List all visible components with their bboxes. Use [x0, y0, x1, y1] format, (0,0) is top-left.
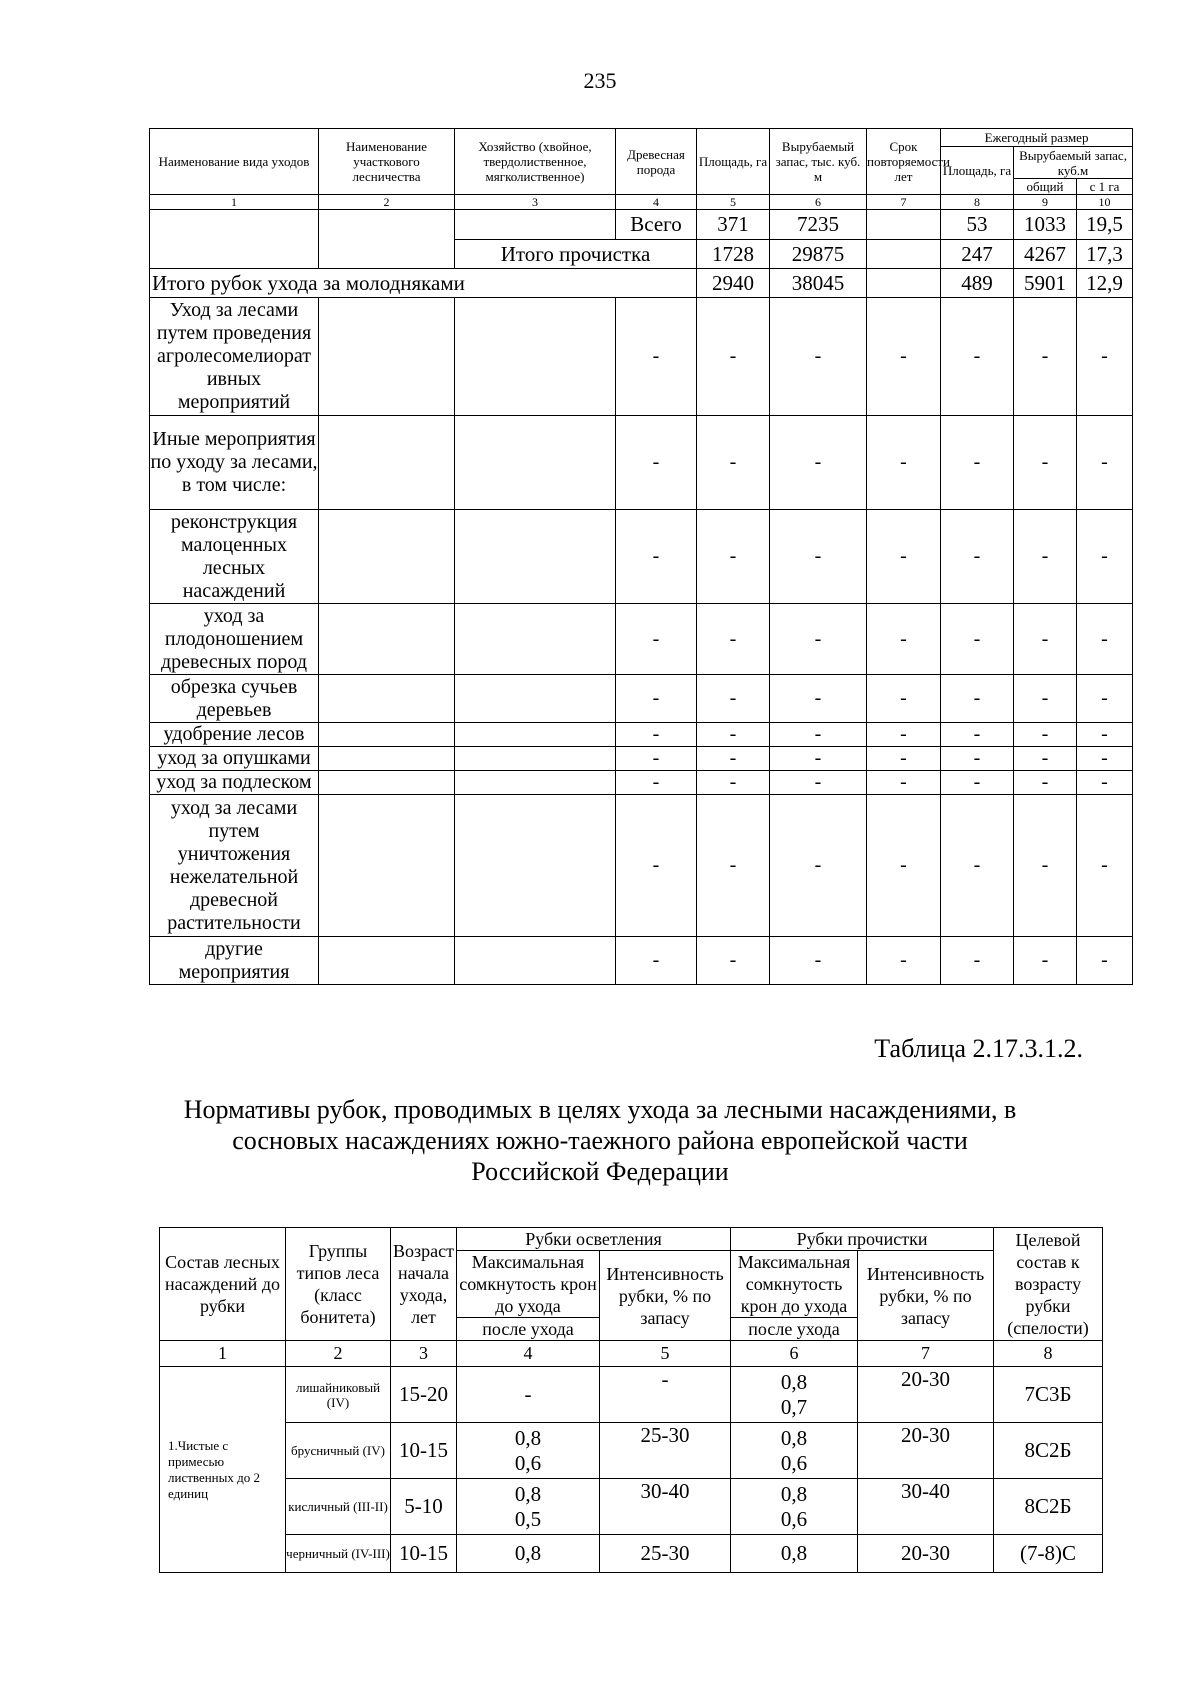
- forest-type: лишайниковый (IV): [286, 1367, 391, 1423]
- prochist-closure: [731, 1479, 858, 1535]
- empty-cell: [150, 210, 319, 269]
- header-cut-stock: Вырубаемый запас, куб.м: [1014, 147, 1133, 179]
- dash-cell: -: [941, 937, 1014, 985]
- osvetl-intensity: 25-30: [600, 1535, 731, 1573]
- dash-cell: -: [1014, 771, 1077, 795]
- dash-cell: -: [616, 795, 697, 937]
- dash-cell: -: [770, 723, 867, 747]
- activity-name: уход за плодоношением древесных пород: [150, 604, 319, 675]
- empty-cell: [455, 510, 616, 604]
- activity-name: уход за лесами путем уничтожения нежелательной древесной растительности: [150, 795, 319, 937]
- vsego-label: Всего: [616, 210, 697, 240]
- dash-cell: -: [941, 298, 1014, 416]
- dash-cell: -: [867, 675, 941, 723]
- dash-cell: -: [770, 510, 867, 604]
- dash-cell: -: [1014, 747, 1077, 771]
- osvetl-intensity: 25-30: [600, 1423, 731, 1479]
- col-number: 2: [319, 195, 455, 210]
- header-stock: Вырубаемый запас, тыс. куб. м: [770, 129, 867, 195]
- closure-after: 0,7: [780, 1394, 808, 1419]
- header-total: общий: [1014, 179, 1077, 195]
- vsego-annual-area: 53: [941, 210, 1014, 240]
- dash-cell: -: [616, 723, 697, 747]
- target-composition: (7-8)С: [994, 1535, 1103, 1573]
- closure-before: -: [524, 1382, 532, 1406]
- closure-before: 0,8: [780, 1425, 808, 1450]
- header-intensity: Интенсивность рубки, % по запасу: [858, 1251, 994, 1341]
- forest-type: брусничный (IV): [286, 1423, 391, 1479]
- start-age: 5-10: [391, 1479, 457, 1535]
- vsego-total: 1033: [1014, 210, 1077, 240]
- osvetl-intensity: -: [600, 1367, 731, 1423]
- header-economy: Хозяйство (хвойное, твердолиственное, мягколиственное): [455, 129, 616, 195]
- dash-cell: -: [1014, 795, 1077, 937]
- dash-cell: -: [770, 298, 867, 416]
- activity-name: уход за подлеском: [150, 771, 319, 795]
- activity-name: уход за опушками: [150, 747, 319, 771]
- itogo-molodnyaki-stock: 38045: [770, 269, 867, 298]
- header-forest-type: Группы типов леса (класс бонитета): [286, 1228, 391, 1341]
- dash-cell: -: [1077, 298, 1133, 416]
- dash-cell: -: [616, 298, 697, 416]
- dash-cell: -: [1014, 675, 1077, 723]
- dash-cell: -: [770, 937, 867, 985]
- logging-norms-table: [159, 1227, 1103, 1573]
- header-max-closure: Максимальная сомкнутость крон до ухода: [731, 1251, 858, 1318]
- dash-cell: -: [1077, 747, 1133, 771]
- col-number: 5: [697, 195, 770, 210]
- col-number: 5: [600, 1341, 731, 1367]
- col-number: 8: [994, 1341, 1103, 1367]
- dash-cell: -: [770, 771, 867, 795]
- empty-cell: [455, 604, 616, 675]
- closure-after: 0,6: [780, 1506, 808, 1531]
- dash-cell: -: [1014, 937, 1077, 985]
- dash-cell: -: [867, 795, 941, 937]
- itogo-molodnyaki-label: Итого рубок ухода за молодняками: [150, 269, 697, 298]
- col-number: 6: [770, 195, 867, 210]
- osvetl-closure: [457, 1423, 600, 1479]
- header-after-care: после ухода: [731, 1318, 858, 1341]
- dash-cell: -: [697, 771, 770, 795]
- dash-cell: -: [941, 771, 1014, 795]
- header-intensity: Интенсивность рубки, % по запасу: [600, 1251, 731, 1341]
- table-caption: Таблица 2.17.3.1.2.: [874, 1034, 1083, 1063]
- header-max-closure: Максимальная сомкнутость крон до ухода: [457, 1251, 600, 1318]
- empty-cell: [319, 771, 455, 795]
- osvetl-intensity: 30-40: [600, 1479, 731, 1535]
- dash-cell: -: [770, 795, 867, 937]
- itogo-molodnyaki-total: 5901: [1014, 269, 1077, 298]
- empty-cell: [455, 937, 616, 985]
- dash-cell: -: [867, 723, 941, 747]
- dash-cell: -: [697, 675, 770, 723]
- closure-before: 0,8: [780, 1369, 808, 1394]
- empty-cell: [455, 298, 616, 416]
- itogo-prochistka-label: Итого прочистка: [455, 240, 697, 269]
- dash-cell: -: [697, 937, 770, 985]
- col-number: 7: [858, 1341, 994, 1367]
- dash-cell: -: [697, 604, 770, 675]
- activity-name: другие мероприятия: [150, 937, 319, 985]
- empty-cell: [455, 795, 616, 937]
- composition-group: 1.Чистые с примесью лиственных до 2 единиц: [160, 1367, 286, 1573]
- empty-cell: [319, 795, 455, 937]
- dash-cell: -: [1077, 510, 1133, 604]
- dash-cell: -: [616, 604, 697, 675]
- start-age: 15-20: [391, 1367, 457, 1423]
- closure-before: 0,8: [780, 1481, 808, 1506]
- dash-cell: -: [941, 747, 1014, 771]
- empty-cell: [455, 675, 616, 723]
- empty-cell: [867, 240, 941, 269]
- dash-cell: -: [1014, 604, 1077, 675]
- header-osvetlenie: Рубки осветления: [457, 1228, 731, 1251]
- prochist-intensity: 20-30: [858, 1423, 994, 1479]
- header-composition: Состав лесных насаждений до рубки: [160, 1228, 286, 1341]
- dash-cell: -: [867, 298, 941, 416]
- empty-cell: [319, 510, 455, 604]
- itogo-prochistka-annual-area: 247: [941, 240, 1014, 269]
- dash-cell: -: [867, 604, 941, 675]
- prochist-closure: 0,8: [731, 1535, 858, 1573]
- dash-cell: -: [1077, 723, 1133, 747]
- itogo-molodnyaki-annual-area: 489: [941, 269, 1014, 298]
- prochist-closure: [731, 1367, 858, 1423]
- empty-cell: [455, 210, 616, 240]
- page-number: 235: [583, 68, 617, 93]
- empty-cell: [455, 771, 616, 795]
- col-number: 8: [941, 195, 1014, 210]
- closure-after: 0,6: [780, 1450, 808, 1475]
- dash-cell: -: [697, 298, 770, 416]
- dash-cell: -: [941, 604, 1014, 675]
- header-area: Площадь, га: [697, 129, 770, 195]
- col-number: 3: [455, 195, 616, 210]
- header-after-care: после ухода: [457, 1318, 600, 1341]
- dash-cell: -: [1014, 723, 1077, 747]
- prochist-closure: [731, 1423, 858, 1479]
- closure-before: 0,8: [514, 1481, 542, 1506]
- dash-cell: -: [1014, 298, 1077, 416]
- header-start-age: Возраст начала ухода, лет: [391, 1228, 457, 1341]
- header-care-type: Наименование вида уходов: [150, 129, 319, 195]
- empty-cell: [867, 210, 941, 240]
- header-repeat-period: Срок повторяемости лет: [867, 129, 941, 195]
- header-forestry: Наименование участкового лесничества: [319, 129, 455, 195]
- dash-cell: -: [867, 416, 941, 510]
- itogo-prochistka-per-ha: 17,3: [1077, 240, 1133, 269]
- dash-cell: -: [770, 675, 867, 723]
- dash-cell: -: [616, 747, 697, 771]
- dash-cell: -: [941, 795, 1014, 937]
- header-per-ha: с 1 га: [1077, 179, 1133, 195]
- dash-cell: -: [867, 510, 941, 604]
- dash-cell: -: [1077, 675, 1133, 723]
- title-line: сосновых насаждениях южно-таежного района европейской части: [232, 1126, 968, 1155]
- dash-cell: -: [616, 771, 697, 795]
- dash-cell: -: [941, 675, 1014, 723]
- empty-cell: [455, 416, 616, 510]
- empty-cell: [455, 723, 616, 747]
- dash-cell: -: [1014, 510, 1077, 604]
- dash-cell: -: [616, 510, 697, 604]
- itogo-prochistka-total: 4267: [1014, 240, 1077, 269]
- header-prochistka: Рубки прочистки: [731, 1228, 994, 1251]
- empty-cell: [319, 298, 455, 416]
- dash-cell: -: [1077, 795, 1133, 937]
- osvetl-closure: 0,8: [457, 1535, 600, 1573]
- closure-after: 0,6: [514, 1450, 542, 1475]
- target-composition: 7С3Б: [994, 1367, 1103, 1423]
- itogo-molodnyaki-area: 2940: [697, 269, 770, 298]
- empty-cell: [319, 604, 455, 675]
- empty-cell: [455, 747, 616, 771]
- header-annual-size: Ежегодный размер: [941, 129, 1133, 147]
- dash-cell: -: [867, 937, 941, 985]
- empty-cell: [319, 723, 455, 747]
- col-number: 1: [160, 1341, 286, 1367]
- activity-name: удобрение лесов: [150, 723, 319, 747]
- dash-cell: -: [697, 416, 770, 510]
- header-target: Целевой состав к возрасту рубки (спелости): [994, 1228, 1103, 1341]
- itogo-prochistka-stock: 29875: [770, 240, 867, 269]
- dash-cell: -: [770, 604, 867, 675]
- prochist-intensity: 30-40: [858, 1479, 994, 1535]
- dash-cell: -: [770, 747, 867, 771]
- dash-cell: -: [616, 416, 697, 510]
- dash-cell: -: [1077, 416, 1133, 510]
- start-age: 10-15: [391, 1535, 457, 1573]
- start-age: 10-15: [391, 1423, 457, 1479]
- title-line: Российской Федерации: [471, 1157, 729, 1186]
- empty-cell: [319, 937, 455, 985]
- dash-cell: -: [616, 675, 697, 723]
- target-composition: 8С2Б: [994, 1423, 1103, 1479]
- dash-cell: -: [867, 747, 941, 771]
- closure-before: 0,8: [514, 1425, 542, 1450]
- dash-cell: -: [867, 771, 941, 795]
- empty-cell: [319, 747, 455, 771]
- col-number: 4: [457, 1341, 600, 1367]
- dash-cell: -: [697, 510, 770, 604]
- dash-cell: -: [1077, 604, 1133, 675]
- header-species: Древесная порода: [616, 129, 697, 195]
- col-number: 3: [391, 1341, 457, 1367]
- empty-cell: [319, 210, 455, 269]
- prochist-intensity: 20-30: [858, 1367, 994, 1423]
- itogo-prochistka-area: 1728: [697, 240, 770, 269]
- dash-cell: -: [697, 723, 770, 747]
- vsego-area: 371: [697, 210, 770, 240]
- closure-after: 0,5: [514, 1506, 542, 1531]
- dash-cell: -: [1077, 771, 1133, 795]
- activity-name: обрезка сучьев деревьев: [150, 675, 319, 723]
- vsego-stock: 7235: [770, 210, 867, 240]
- dash-cell: -: [697, 747, 770, 771]
- dash-cell: -: [941, 510, 1014, 604]
- empty-cell: [319, 416, 455, 510]
- forest-care-table: [149, 128, 1133, 985]
- dash-cell: -: [697, 795, 770, 937]
- empty-cell: [319, 675, 455, 723]
- col-number: 1: [150, 195, 319, 210]
- target-composition: 8С2Б: [994, 1479, 1103, 1535]
- activity-name: реконструкция малоценных лесных насаждений: [150, 510, 319, 604]
- dash-cell: -: [941, 723, 1014, 747]
- vsego-per-ha: 19,5: [1077, 210, 1133, 240]
- col-number: 10: [1077, 195, 1133, 210]
- dash-cell: -: [941, 416, 1014, 510]
- osvetl-closure: [457, 1367, 600, 1423]
- table-title: [0, 1094, 1200, 1187]
- col-number: 7: [867, 195, 941, 210]
- dash-cell: -: [770, 416, 867, 510]
- prochist-intensity: 20-30: [858, 1535, 994, 1573]
- itogo-molodnyaki-per-ha: 12,9: [1077, 269, 1133, 298]
- dash-cell: -: [1014, 416, 1077, 510]
- activity-name: Иные мероприятия по уходу за лесами, в том числе:: [150, 416, 319, 510]
- header-annual-area: Площадь, га: [941, 147, 1014, 195]
- col-number: 4: [616, 195, 697, 210]
- col-number: 6: [731, 1341, 858, 1367]
- forest-type: черничный (IV-III): [286, 1535, 391, 1573]
- title-line: Нормативы рубок, проводимых в целях ухода за лесными насаждениями, в: [183, 1095, 1017, 1124]
- col-number: 9: [1014, 195, 1077, 210]
- forest-type: кисличный (III-II): [286, 1479, 391, 1535]
- empty-cell: [867, 269, 941, 298]
- osvetl-closure: [457, 1479, 600, 1535]
- col-number: 2: [286, 1341, 391, 1367]
- activity-name: Уход за лесами путем проведения агролесомелиорат ивных мероприятий: [150, 298, 319, 416]
- dash-cell: -: [616, 937, 697, 985]
- dash-cell: -: [1077, 937, 1133, 985]
